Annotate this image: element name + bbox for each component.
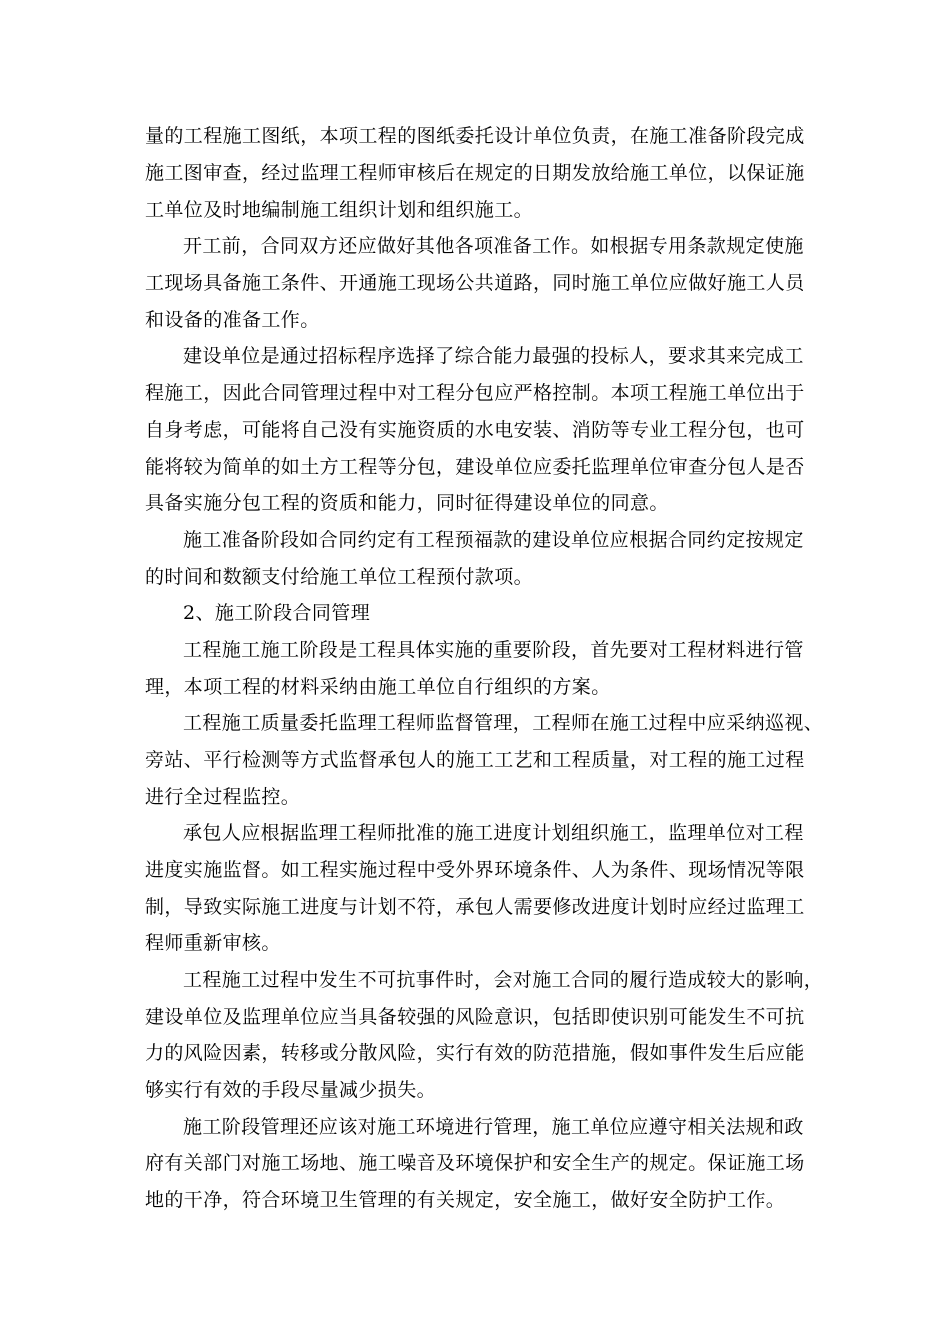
text-line: 工现场具备施工条件、开通施工现场公共道路，同时施工单位应做好施工人员 <box>145 272 805 294</box>
text-line: 工程施工过程中发生不可抗事件时，会对施工合同的履行造成较大的影响， <box>183 969 824 991</box>
text-line: 工单位及时地编制施工组织计划和组织施工。 <box>145 199 534 221</box>
text-line: 程师重新审核。 <box>145 932 281 954</box>
section-heading: 2、施工阶段合同管理 <box>183 602 371 624</box>
text-line: 工程施工质量委托监理工程师监督管理，工程师在施工过程中应采纳巡视、 <box>183 712 824 734</box>
text-line: 量的工程施工图纸，本项工程的图纸委托设计单位负责，在施工准备阶段完成 <box>145 125 805 147</box>
text-line: 承包人应根据监理工程师批准的施工进度计划组织施工，监理单位对工程 <box>183 822 804 844</box>
text-line: 程施工，因此合同管理过程中对工程分包应严格控制。本项工程施工单位出于 <box>145 382 805 404</box>
text-line: 的时间和数额支付给施工单位工程预付款项。 <box>145 566 534 588</box>
text-line: 进度实施监督。如工程实施过程中受外界环境条件、人为条件、现场情况等限 <box>145 859 805 881</box>
text-line: 够实行有效的手段尽量减少损失。 <box>145 1079 437 1101</box>
text-line: 制，导致实际施工进度与计划不符，承包人需要修改进度计划时应经过监理工 <box>145 896 805 918</box>
text-line: 建设单位是通过招标程序选择了综合能力最强的投标人，要求其来完成工 <box>183 345 804 367</box>
text-line: 力的风险因素，转移或分散风险，实行有效的防范措施，假如事件发生后应能 <box>145 1042 805 1064</box>
text-line: 施工图审查，经过监理工程师审核后在规定的日期发放给施工单位，以保证施 <box>145 162 805 184</box>
text-line: 和设备的准备工作。 <box>145 309 320 331</box>
text-line: 建设单位及监理单位应当具备较强的风险意识，包括即使识别可能发生不可抗 <box>145 1006 805 1028</box>
text-line: 旁站、平行检测等方式监督承包人的施工工艺和工程质量，对工程的施工过程 <box>145 749 805 771</box>
text-line: 自身考虑，可能将自己没有实施资质的水电安装、消防等专业工程分包，也可 <box>145 419 805 441</box>
text-line: 理，本项工程的材料采纳由施工单位自行组织的方案。 <box>145 676 611 698</box>
text-line: 开工前，合同双方还应做好其他各项准备工作。如根据专用条款规定使施 <box>183 235 804 257</box>
text-line: 进行全过程监控。 <box>145 786 301 808</box>
text-line: 工程施工施工阶段是工程具体实施的重要阶段，首先要对工程材料进行管 <box>183 639 804 661</box>
text-line: 府有关部门对施工场地、施工噪音及环境保护和安全生产的规定。保证施工场 <box>145 1152 805 1174</box>
text-line: 能将较为简单的如土方工程等分包，建设单位应委托监理单位审查分包人是否 <box>145 456 805 478</box>
text-line: 施工准备阶段如合同约定有工程预福款的建设单位应根据合同约定按规定 <box>183 529 804 551</box>
text-line: 具备实施分包工程的资质和能力，同时征得建设单位的同意。 <box>145 492 669 514</box>
text-line: 施工阶段管理还应该对施工环境进行管理，施工单位应遵守相关法规和政 <box>183 1116 804 1138</box>
text-line: 地的干净，符合环境卫生管理的有关规定，安全施工，做好安全防护工作。 <box>145 1189 786 1211</box>
